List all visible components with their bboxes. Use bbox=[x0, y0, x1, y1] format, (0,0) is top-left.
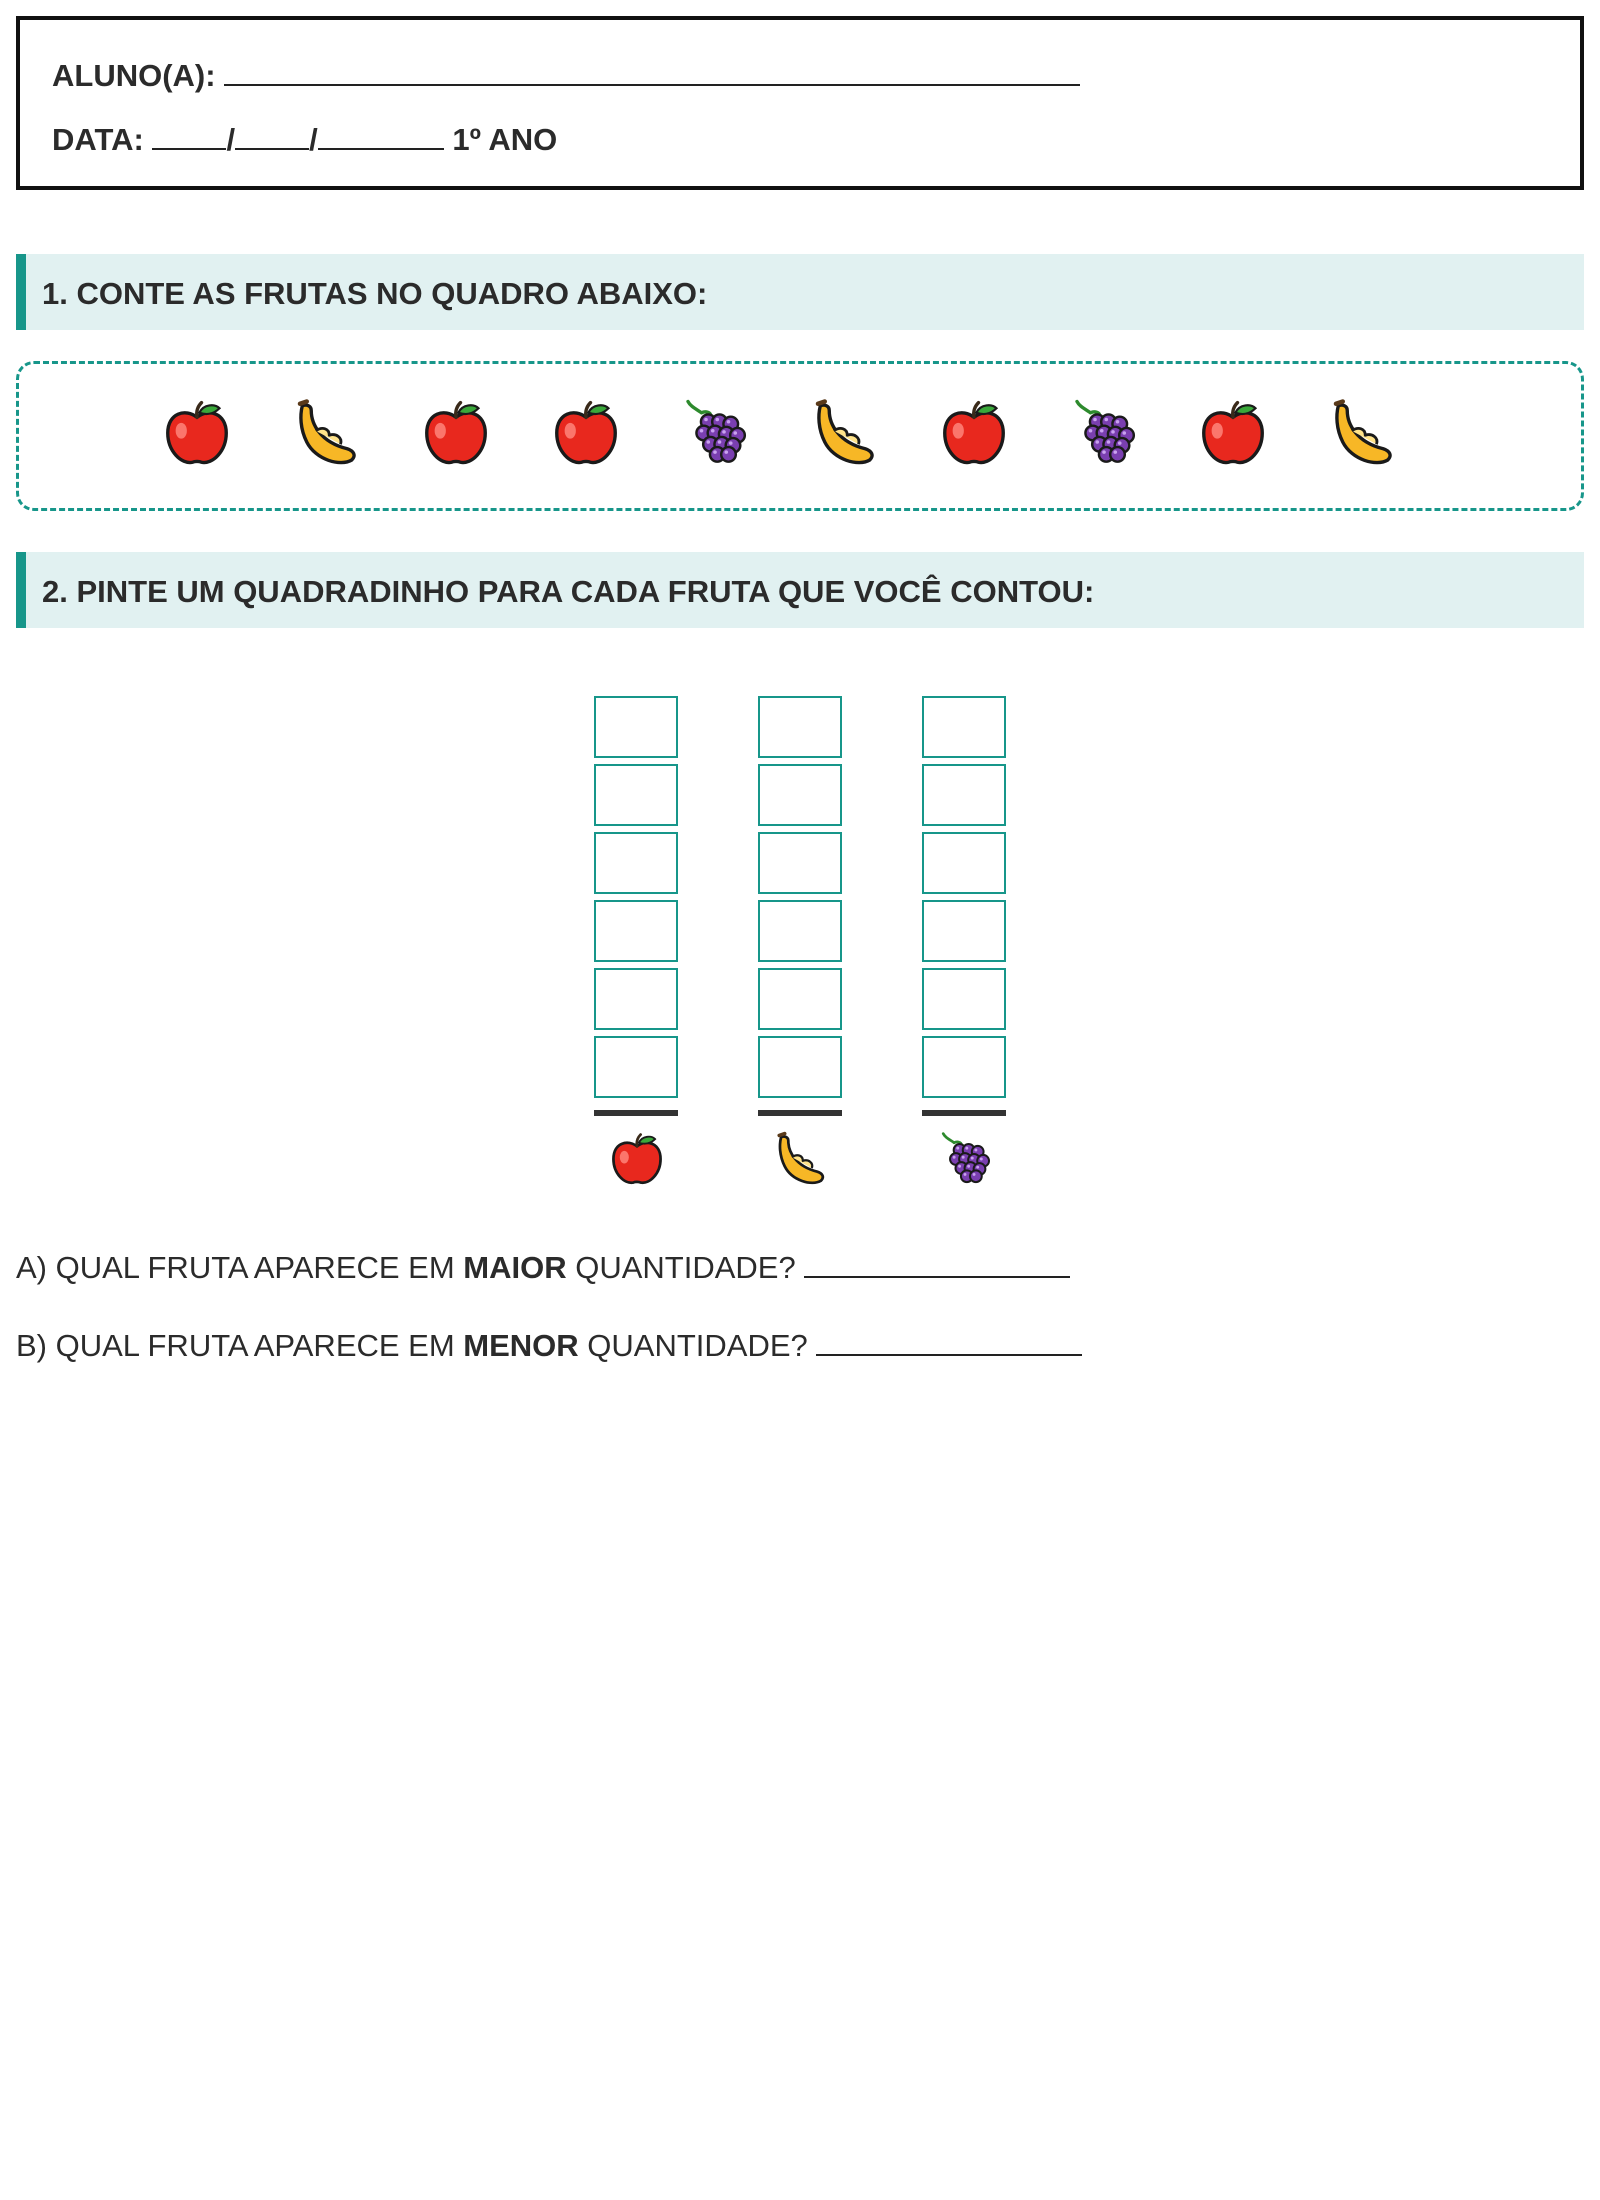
apple-icon bbox=[608, 1130, 666, 1193]
question-b-emphasis: MENOR bbox=[463, 1328, 579, 1363]
graph-cell[interactable] bbox=[758, 696, 842, 758]
graph-baseline bbox=[758, 1110, 842, 1116]
question-b bbox=[16, 1326, 1082, 1364]
date-separator: / bbox=[226, 122, 236, 157]
graph-cell[interactable] bbox=[922, 900, 1006, 962]
graph-cell[interactable] bbox=[758, 900, 842, 962]
graph-cell[interactable] bbox=[758, 832, 842, 894]
apple-icon bbox=[1197, 397, 1269, 474]
graph-baseline bbox=[922, 1110, 1006, 1116]
graph-cell[interactable] bbox=[758, 764, 842, 826]
graph-cell[interactable] bbox=[594, 1036, 678, 1098]
answer-a-field[interactable] bbox=[804, 1248, 1070, 1278]
apple-icon bbox=[161, 397, 233, 474]
question-b-suffix: QUANTIDADE? bbox=[578, 1328, 817, 1363]
grapes-icon bbox=[679, 397, 751, 474]
answer-b-field[interactable] bbox=[816, 1326, 1082, 1356]
date-day-field[interactable] bbox=[152, 120, 226, 150]
question-a bbox=[16, 1248, 1070, 1286]
section-1-header bbox=[16, 254, 1584, 330]
graph-cell[interactable] bbox=[758, 968, 842, 1030]
banana-icon bbox=[809, 397, 881, 474]
date-label: DATA: bbox=[52, 122, 144, 157]
question-b-prefix: B) QUAL FRUTA APARECE EM bbox=[16, 1328, 464, 1363]
date-year-field[interactable] bbox=[318, 120, 444, 150]
question-a-emphasis: MAIOR bbox=[463, 1250, 567, 1285]
graph-cell[interactable] bbox=[594, 764, 678, 826]
grapes-icon bbox=[936, 1130, 994, 1193]
question-a-prefix: A) QUAL FRUTA APARECE EM bbox=[16, 1250, 464, 1285]
grapes-icon bbox=[1068, 397, 1140, 474]
student-name-line bbox=[52, 56, 1080, 94]
student-info-box bbox=[16, 16, 1584, 190]
graph-cell[interactable] bbox=[922, 832, 1006, 894]
question-a-suffix: QUANTIDADE? bbox=[566, 1250, 805, 1285]
section-2-title: 2. PINTE UM QUADRADINHO PARA CADA FRUTA QUE VOCÊ CONTOU: bbox=[42, 574, 1095, 609]
apple-icon bbox=[420, 397, 492, 474]
fruit-count-box bbox=[16, 361, 1584, 511]
banana-icon bbox=[1327, 397, 1399, 474]
apple-icon bbox=[938, 397, 1010, 474]
date-line bbox=[52, 120, 557, 158]
apple-icon bbox=[550, 397, 622, 474]
graph-cell[interactable] bbox=[758, 1036, 842, 1098]
graph-cell[interactable] bbox=[922, 696, 1006, 758]
graph-cell[interactable] bbox=[922, 1036, 1006, 1098]
graph-cell[interactable] bbox=[594, 900, 678, 962]
grade-label: 1º ANO bbox=[452, 122, 558, 157]
section-1-title: 1. CONTE AS FRUTAS NO QUADRO ABAIXO: bbox=[42, 276, 708, 311]
graph-cell[interactable] bbox=[922, 968, 1006, 1030]
date-month-field[interactable] bbox=[235, 120, 309, 150]
graph-cell[interactable] bbox=[594, 832, 678, 894]
graph-baseline bbox=[594, 1110, 678, 1116]
date-separator: / bbox=[309, 122, 318, 157]
student-label: ALUNO(A): bbox=[52, 58, 216, 93]
banana-icon bbox=[291, 397, 363, 474]
graph-cell[interactable] bbox=[594, 968, 678, 1030]
graph-cell[interactable] bbox=[594, 696, 678, 758]
banana-icon bbox=[772, 1130, 830, 1193]
section-2-header bbox=[16, 552, 1584, 628]
graph-cell[interactable] bbox=[922, 764, 1006, 826]
student-name-field[interactable] bbox=[224, 56, 1080, 86]
